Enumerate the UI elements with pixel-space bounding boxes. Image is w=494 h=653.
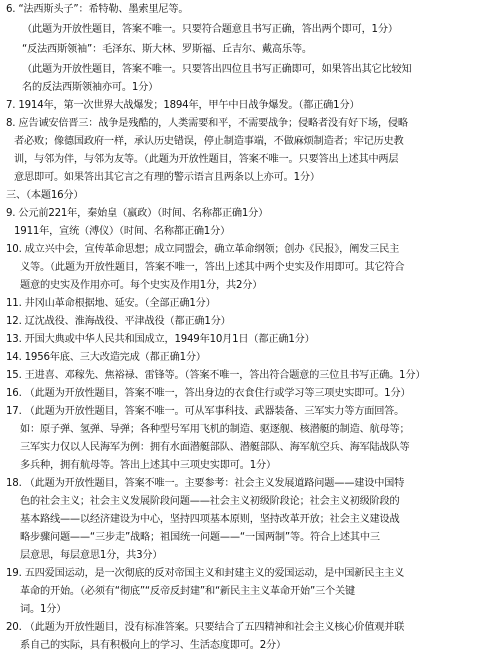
answer-line: 训，与邻为伴，与邻为友等。（此题为开放性题目，答案不唯一。只要答出上述其中两层	[14, 154, 399, 165]
answer-line: 层意思，每层意思1分，共3分）	[20, 550, 163, 561]
answer-line: 6. “法西斯头子”：希特勒、墨索里尼等。	[6, 4, 189, 15]
answer-line: 略步骤问题——“三步走”战略；祖国统一问题——“一国两制”等。符合上述其中三	[20, 532, 380, 543]
answer-line: （此题为开放性题目，答案不唯一。只要答出四位且书写正确即可，如果答出其它比较知	[22, 64, 412, 75]
answer-line: 多兵种，拥有航母等。答出上述其中三项史实即可。1分）	[20, 460, 276, 471]
answer-line: 15. 王进喜、邓稼先、焦裕禄、雷锋等。（答案不唯一，答出符合题意的三位且书写正确。1分）	[6, 370, 426, 381]
answer-line: （此题为开放性题目，答案不唯一。只要符合题意且书写正确，答出两个即可，1分）	[22, 24, 398, 35]
answer-line: 19. 五四爱国运动，是一次彻底的反对帝国主义和封建主义的爱国运动，是中国新民主主义	[6, 568, 405, 579]
answer-line: 题意的史实及作用亦可。每个史实及作用1分，共2分）	[20, 280, 263, 291]
answer-line: 者必败；像德国政府一样，承认历史错误，停止制造事端，不做麻烦制造者；牢记历史教	[14, 136, 404, 147]
answer-line: 18. （此题为开放性题目，答案不唯一。主要参考：社会主义发展道路问题——建设中国特	[6, 478, 405, 489]
answer-line: 色的社会主义；社会主义发展阶段问题——社会主义初级阶段论；社会主义初级阶段的	[20, 496, 400, 507]
answer-line: 13. 开国大典或中华人民共和国成立，1949年10月1日（都正确1分）	[6, 334, 315, 345]
answer-line: 14. 1956年底、三大改造完成（都正确1分）	[6, 352, 206, 363]
answer-line: 16. （此题为开放性题目，答案不唯一，答出身边的衣食住行或学习等三项史实即可。1分）	[6, 388, 411, 399]
answer-line: 名的反法西斯领袖亦可。1分）	[22, 82, 159, 93]
answer-line: 系自己的实际，具有积极向上的学习、生活态度即可。2分）	[20, 640, 286, 651]
answer-line: 义等。（此题为开放性题目，答案不唯一，答出上述其中两个史实及作用即可。其它符合	[20, 262, 405, 273]
answer-line: 20. （此题为开放性题目，没有标准答案。只要结合了五四精神和社会主义核心价值观并联	[6, 622, 405, 633]
answer-line: 词。1分）	[20, 604, 67, 615]
answer-line: 革命的开始。（必须有“彻底”“反帝反封建”和“新民主主义革命开始”三个关键	[20, 586, 355, 597]
answer-line: 基本路线——以经济建设为中心，坚持四项基本原则，坚持改革开放；社会主义建设战	[20, 514, 400, 525]
answer-line: 意思即可。如果答出其它言之有理的警示语言且两条以上亦可。1分）	[14, 172, 320, 183]
answer-line: 如：原子弹、氢弹、导弹；各种型号军用飞机的制造、驱逐舰、核潜艇的制造、航母等；	[20, 424, 410, 435]
answer-line: 8. 应告诫安倍晋三：战争是残酷的，人类需要和平，不需要战争；侵略者没有好下场，侵略	[6, 118, 408, 129]
answer-line: 7. 1914年，第一次世界大战爆发；1894年，甲午中日战争爆发。（都正确1分）	[6, 100, 360, 111]
answer-line: 12. 辽沈战役、淮海战役、平津战役（都正确1分）	[6, 316, 231, 327]
answer-line: 三军实力仅以人民海军为例：拥有水面潜艇部队、潜艇部队、海军航空兵、海军陆战队等	[20, 442, 410, 453]
answer-line: 17. （此题为开放性题目，答案不唯一。可从军事科技、武器装备、三军实力等方面回答。	[6, 406, 405, 417]
answer-line: 10. 成立兴中会，宣传革命思想；成立同盟会，确立革命纲领；创办《民报》，阐发三民主	[6, 244, 400, 255]
answer-line: 11. 井冈山革命根据地、延安。（全部正确1分）	[6, 298, 216, 309]
answer-line: 1911年，宣统（溥仪）（时间、名称都正确1分）	[14, 226, 231, 237]
answer-line: “反法西斯领袖”：毛泽东、斯大林、罗斯福、丘吉尔、戴高乐等。	[22, 44, 312, 55]
answer-line: 9. 公元前221年，秦始皇（嬴政）（时间、名称都正确1分）	[6, 208, 269, 219]
answer-line: 三、（本题16分）	[6, 190, 84, 201]
